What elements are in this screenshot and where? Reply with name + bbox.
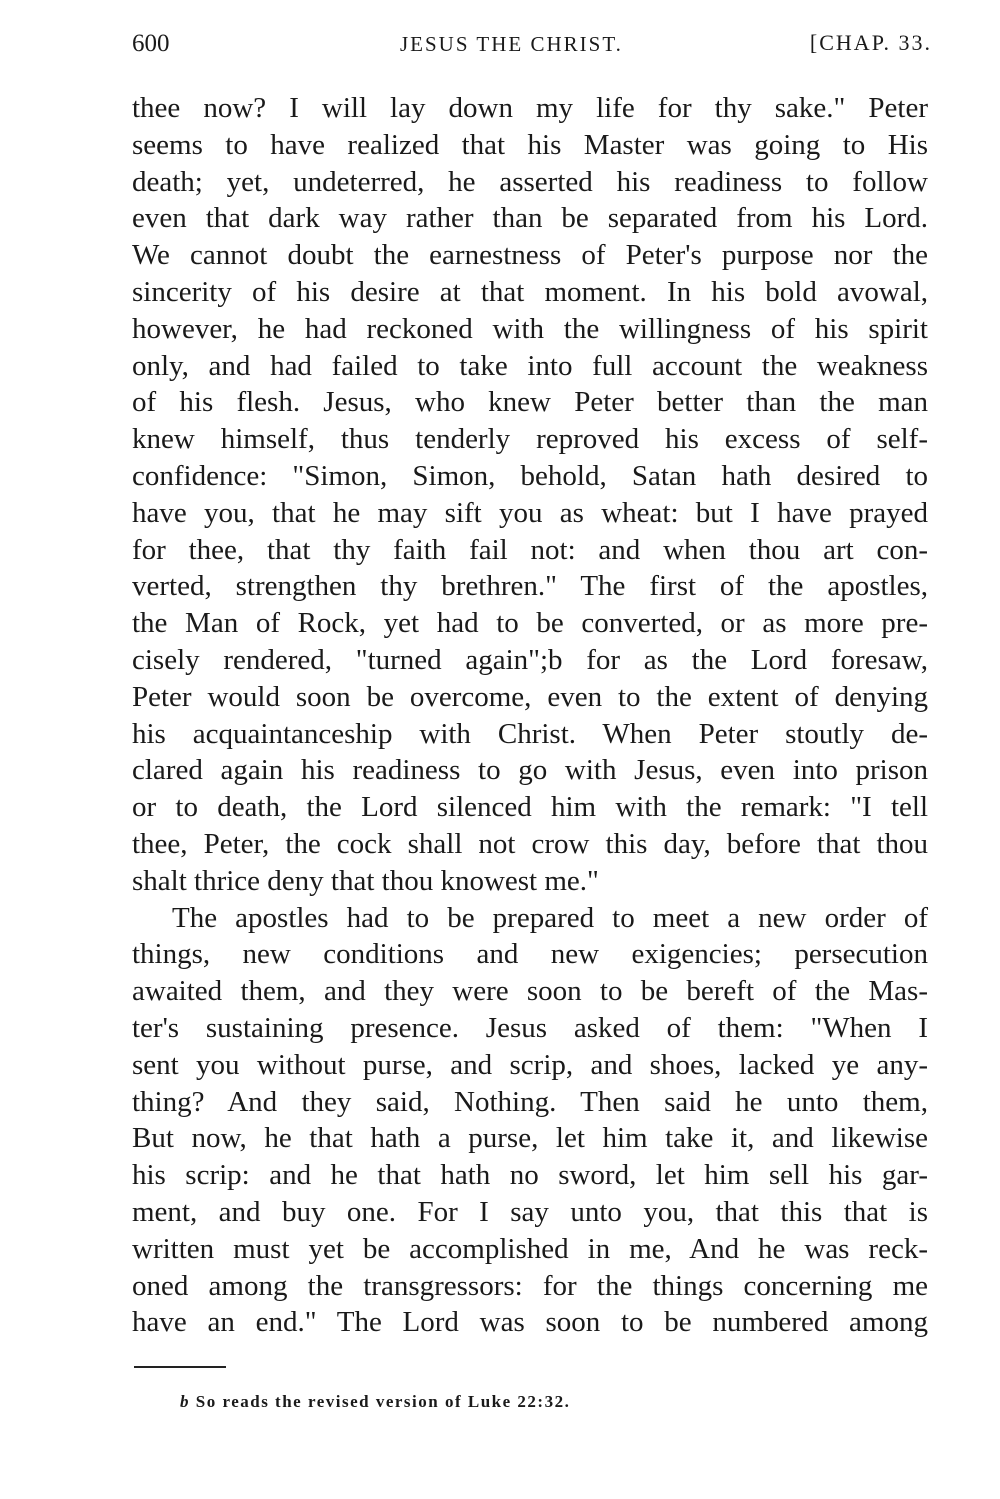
body-text [132,90,928,1341]
text-line: even that dark way rather than be separated from his Lord. [132,202,928,235]
running-title: JESUS THE CHRIST. [400,32,623,56]
text-line: sincerity of his desire at that moment. In his bold avowal, [132,275,928,308]
running-header [132,30,932,66]
text-line: written must yet be accomplished in me, And he was reck- [132,1232,928,1265]
text-line: for thee, that thy faith fail not: and when thou art con- [132,533,928,566]
text-line: ment, and buy one. For I say unto you, that this that is [132,1195,928,1228]
footnote-rule [134,1366,226,1368]
text-line: thing? And they said, Nothing. Then said he unto them, [132,1085,928,1118]
text-line: only, and had failed to take into full account the weakness [132,349,928,382]
text-line: confidence: "Simon, Simon, behold, Satan hath desired to [132,459,928,492]
text-line: clared again his readiness to go with Jesus, even into prison [132,754,928,787]
text-line: cisely rendered, "turned again";b for as the Lord foresaw, [132,643,928,676]
text-line: The apostles had to be prepared to meet a new order of [172,901,928,934]
text-line: awaited them, and they were soon to be bereft of the Mas- [132,975,928,1008]
page-number: 600 [132,30,170,57]
text-line: or to death, the Lord silenced him with the remark: "I tell [132,791,928,824]
text-line: have you, that he may sift you as wheat: but I have prayed [132,496,928,529]
footnote-mark: b [180,1392,190,1411]
text-line: sent you without purse, and scrip, and shoes, lacked ye any- [132,1048,928,1081]
text-line: verted, strengthen thy brethren." The first of the apostles, [132,570,928,603]
text-line: however, he had reckoned with the willingness of his spirit [132,312,928,345]
text-line: of his flesh. Jesus, who knew Peter better than the man [132,386,928,419]
text-line: death; yet, undeterred, he asserted his readiness to follow [132,165,928,198]
footnote-text: So reads the revised version of Luke 22:32. [195,1392,571,1411]
text-line: ter's sustaining presence. Jesus asked of them: "When I [132,1011,928,1044]
paragraph [132,90,928,900]
text-line: knew himself, thus tenderly reproved his excess of self- [132,423,928,456]
text-line: things, new conditions and new exigencies; persecution [132,938,928,971]
text-line: shalt thrice deny that thou knowest me." [132,864,599,897]
paragraph [132,900,928,1342]
text-line: oned among the transgressors: for the things concerning me [132,1269,928,1302]
text-line: have an end." The Lord was soon to be numbered among [132,1306,928,1339]
text-line: Peter would soon be overcome, even to the extent of denying [132,680,928,713]
footnote [180,1392,570,1412]
text-line: his scrip: and he that hath no sword, let him sell his gar- [132,1159,928,1192]
text-line: But now, he that hath a purse, let him take it, and likewise [132,1122,928,1155]
text-line: his acquaintanceship with Christ. When Peter stoutly de- [132,717,928,750]
text-line: seems to have realized that his Master was going to His [132,128,928,161]
text-line: thee, Peter, the cock shall not crow this day, before that thou [132,827,928,860]
text-line: We cannot doubt the earnestness of Peter's purpose nor the [132,239,928,272]
chapter-label: [CHAP. 33. [809,30,932,55]
text-line: thee now? I will lay down my life for thy sake." Peter [132,92,928,124]
text-line: the Man of Rock, yet had to be converted, or as more pre- [132,607,928,640]
